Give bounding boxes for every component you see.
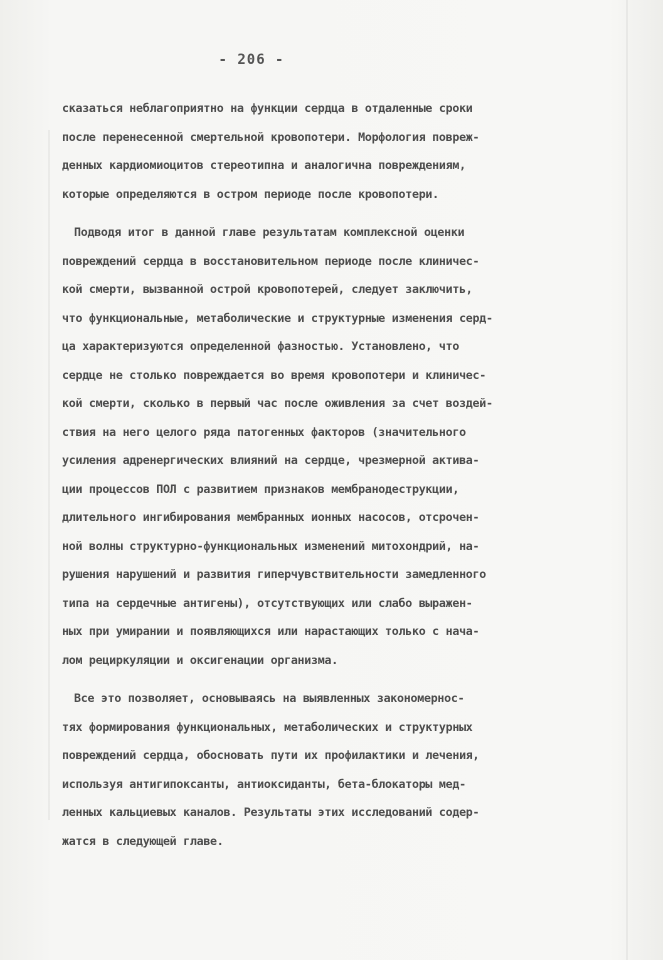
text-line: ленных кальциевых каналов. Результаты этих исследований содер-: [62, 805, 480, 819]
text-line: кой смерти, вызванной острой кровопотерей, следует заключить,: [62, 282, 473, 296]
text-line: что функциональные, метаболические и структурные изменения серд-: [62, 310, 493, 325]
text-line: сердце не столько повреждается во время кровопотери и клиничес-: [62, 367, 486, 382]
text-line: Подводя итог в данной главе результатам комплексной оценки: [74, 225, 465, 239]
paragraph-1: [62, 94, 582, 208]
text-line: жатся в следующей главе.: [62, 833, 224, 848]
text-line: рушения нарушений и развития гиперчувствительности замедленного: [62, 567, 486, 581]
body-text: [62, 94, 582, 865]
text-line: кой смерти, сколько в первый час после оживления за счет воздей-: [62, 396, 493, 410]
text-line: сказаться неблагоприятно на функции сердца в отдаленные сроки: [62, 101, 473, 115]
text-line: используя антигипоксанты, антиоксиданты, бета-блокаторы мед-: [62, 776, 466, 791]
text-line: ных при умирании и появляющихся или нарастающих только с нача-: [62, 624, 480, 638]
text-line: повреждений сердца в восстановительном периоде после клиничес-: [62, 253, 480, 268]
left-edge-shadow: [48, 130, 50, 820]
text-line: ствия на него целого ряда патогенных факторов (значительного: [62, 424, 466, 439]
text-line: Все это позволяет, основываясь на выявленных закономернос-: [74, 691, 465, 705]
text-line: длительного ингибирования мембранных ионных насосов, отсрочен-: [62, 510, 480, 524]
text-line: усиления адренергических влияний на сердце, чрезмерной актива-: [62, 453, 480, 467]
text-line: ца характеризуются определенной фазностью. Установлено, что: [62, 339, 460, 353]
page-number: - 206 -: [218, 52, 285, 68]
text-line: тях формирования функциональных, метаболических и структурных: [62, 719, 473, 734]
text-line: повреждений сердца, обосновать пути их профилактики и лечения,: [62, 748, 480, 762]
text-line: ции процессов ПОЛ с развитием признаков мембранодеструкции,: [62, 481, 460, 496]
text-line: ной волны структурно-функциональных изменений митохондрий, на-: [62, 538, 480, 553]
text-line: типа на сердечные антигены), отсутствующих или слабо выражен-: [62, 595, 473, 610]
text-line: денных кардиомиоцитов стереотипна и аналогична повреждениям,: [62, 158, 466, 172]
paragraph-3: [62, 684, 582, 855]
right-edge-shadow: [626, 0, 628, 960]
text-line: которые определяются в остром периоде после кровопотери.: [62, 186, 439, 201]
paragraph-2: [62, 218, 582, 674]
text-line: после перенесенной смертельной кровопотери. Морфология повреж-: [62, 129, 480, 144]
text-line: лом рециркуляции и оксигенации организма.: [62, 652, 338, 667]
